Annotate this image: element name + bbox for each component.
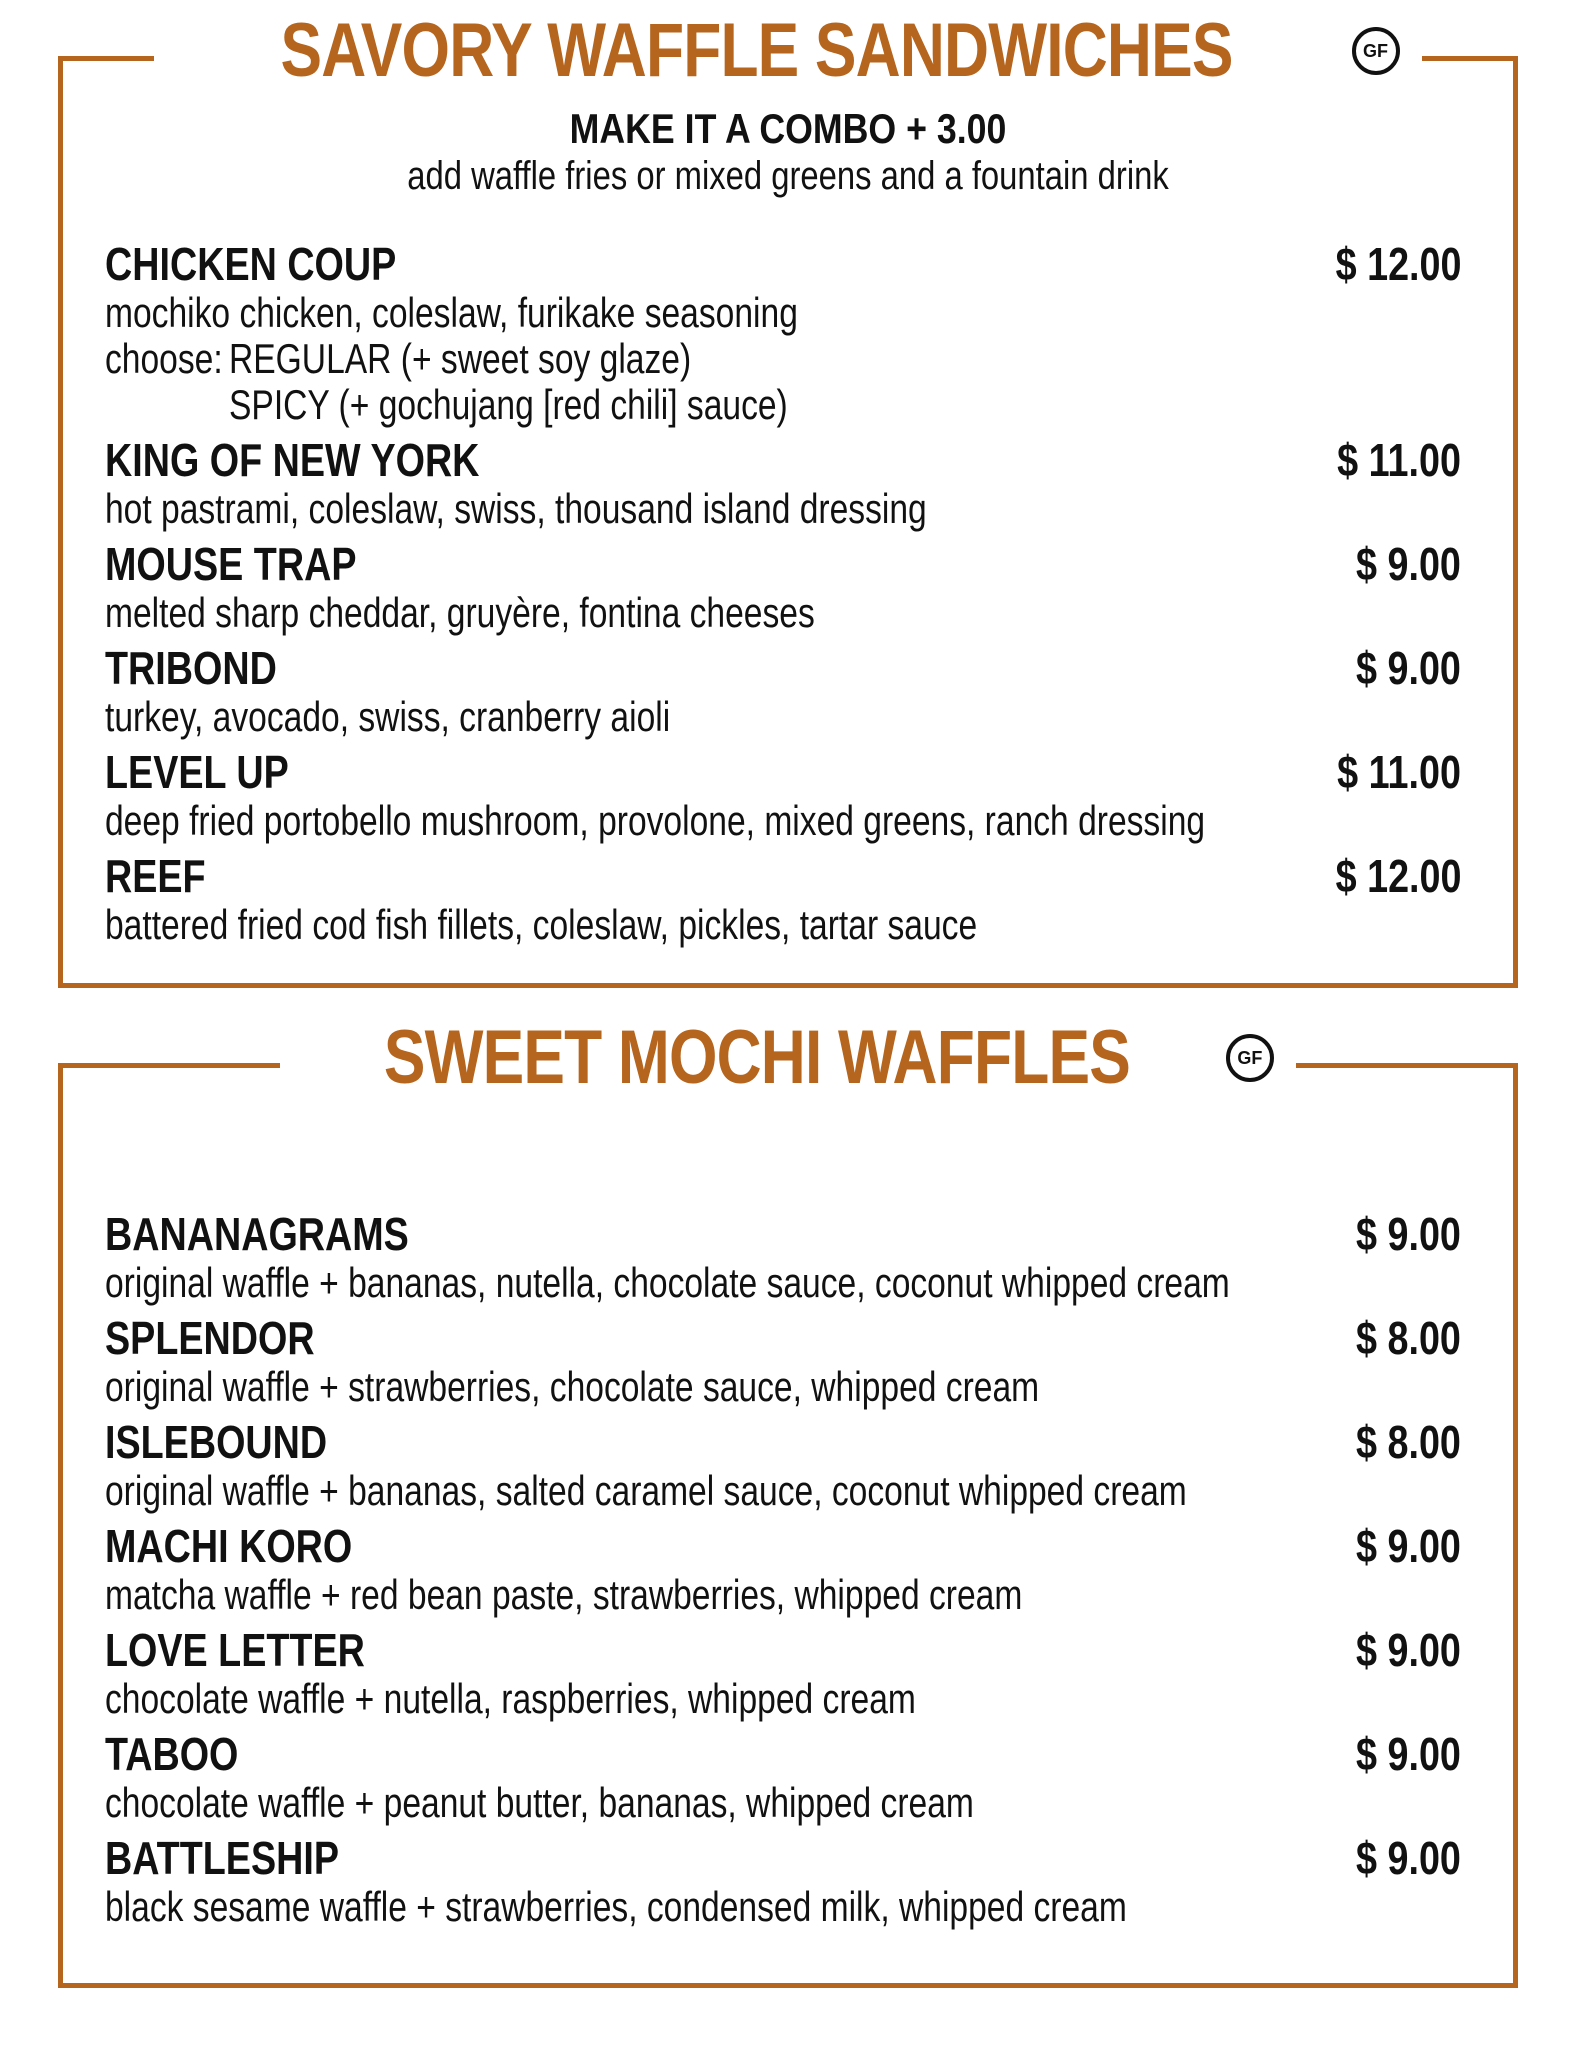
menu-item (105, 746, 1461, 844)
sweet-heading-text: SWEET MOCHI WAFFLES (383, 1015, 1131, 1100)
item-name: LOVE LETTER (105, 1624, 365, 1676)
option-regular: REGULAR (+ sweet soy glaze) (229, 335, 692, 382)
item-description: matcha waffle + red bean paste, strawberries, whipped cream (105, 1571, 1023, 1618)
item-name: BATTLESHIP (105, 1832, 340, 1884)
item-price: $ 9.00 (1356, 642, 1461, 694)
item-price: $ 9.00 (1356, 538, 1461, 590)
menu-item (105, 238, 1461, 428)
combo-offer: MAKE IT A COMBO + 3.00 (569, 105, 1007, 152)
item-description: battered fried cod fish fillets, coleslaw, pickles, tartar sauce (105, 901, 978, 948)
item-price: $ 9.00 (1356, 1728, 1461, 1780)
item-description: mochiko chicken, coleslaw, furikake seasoning (105, 289, 798, 336)
menu-item (105, 538, 1461, 636)
savory-section (58, 8, 1518, 988)
item-name: LEVEL UP (105, 746, 289, 798)
item-description: chocolate waffle + peanut butter, bananas, whipped cream (105, 1779, 974, 1826)
item-description: original waffle + bananas, nutella, chocolate sauce, coconut whipped cream (105, 1259, 1230, 1306)
item-name: MACHI KORO (105, 1520, 353, 1572)
item-name: BANANAGRAMS (105, 1208, 409, 1260)
option-spicy: SPICY (+ gochujang [red chili] sauce) (229, 381, 788, 428)
gluten-free-icon: GF (1352, 27, 1400, 75)
item-name: TRIBOND (105, 642, 277, 694)
menu-item (105, 1312, 1461, 1410)
menu-item (105, 642, 1461, 740)
sweet-section (58, 1015, 1518, 1988)
savory-heading (154, 8, 1421, 93)
savory-items (105, 238, 1461, 954)
menu-item (105, 1416, 1461, 1514)
item-price: $ 12.00 (1335, 238, 1461, 290)
menu-item (105, 1728, 1461, 1826)
item-name: MOUSE TRAP (105, 538, 357, 590)
savory-heading-text: SAVORY WAFFLE SANDWICHES (280, 8, 1234, 93)
menu-item (105, 850, 1461, 948)
choose-label: choose: (105, 335, 223, 382)
sweet-items (105, 1208, 1461, 1936)
item-description: deep fried portobello mushroom, provolone, mixed greens, ranch dressing (105, 797, 1206, 844)
combo-note: add waffle fries or mixed greens and a fountain drink (407, 154, 1169, 198)
menu-item (105, 1520, 1461, 1618)
item-name: TABOO (105, 1728, 239, 1780)
item-description: chocolate waffle + nutella, raspberries, whipped cream (105, 1675, 916, 1722)
item-price: $ 9.00 (1356, 1624, 1461, 1676)
item-price: $ 11.00 (1337, 434, 1461, 486)
item-description: turkey, avocado, swiss, cranberry aioli (105, 693, 671, 740)
gluten-free-icon: GF (1226, 1034, 1274, 1082)
item-description: black sesame waffle + strawberries, condensed milk, whipped cream (105, 1883, 1127, 1930)
menu-item (105, 1624, 1461, 1722)
menu-item (105, 434, 1461, 532)
item-name: CHICKEN COUP (105, 238, 397, 290)
item-price: $ 12.00 (1335, 850, 1461, 902)
sweet-heading (280, 1015, 1296, 1100)
item-name: SPLENDOR (105, 1312, 315, 1364)
item-name: ISLEBOUND (105, 1416, 328, 1468)
item-price: $ 8.00 (1356, 1312, 1461, 1364)
item-price: $ 8.00 (1356, 1416, 1461, 1468)
item-name: KING OF NEW YORK (105, 434, 480, 486)
item-name: REEF (105, 850, 206, 902)
item-price: $ 9.00 (1356, 1208, 1461, 1260)
menu-item (105, 1208, 1461, 1306)
item-description: hot pastrami, coleslaw, swiss, thousand island dressing (105, 485, 927, 532)
item-price: $ 9.00 (1356, 1832, 1461, 1884)
item-description: original waffle + strawberries, chocolate sauce, whipped cream (105, 1363, 1040, 1410)
item-price: $ 11.00 (1337, 746, 1461, 798)
menu-item (105, 1832, 1461, 1930)
item-description: original waffle + bananas, salted caramel sauce, coconut whipped cream (105, 1467, 1187, 1514)
item-description: melted sharp cheddar, gruyère, fontina cheeses (105, 589, 815, 636)
choose-options (105, 336, 1190, 428)
item-price: $ 9.00 (1356, 1520, 1461, 1572)
